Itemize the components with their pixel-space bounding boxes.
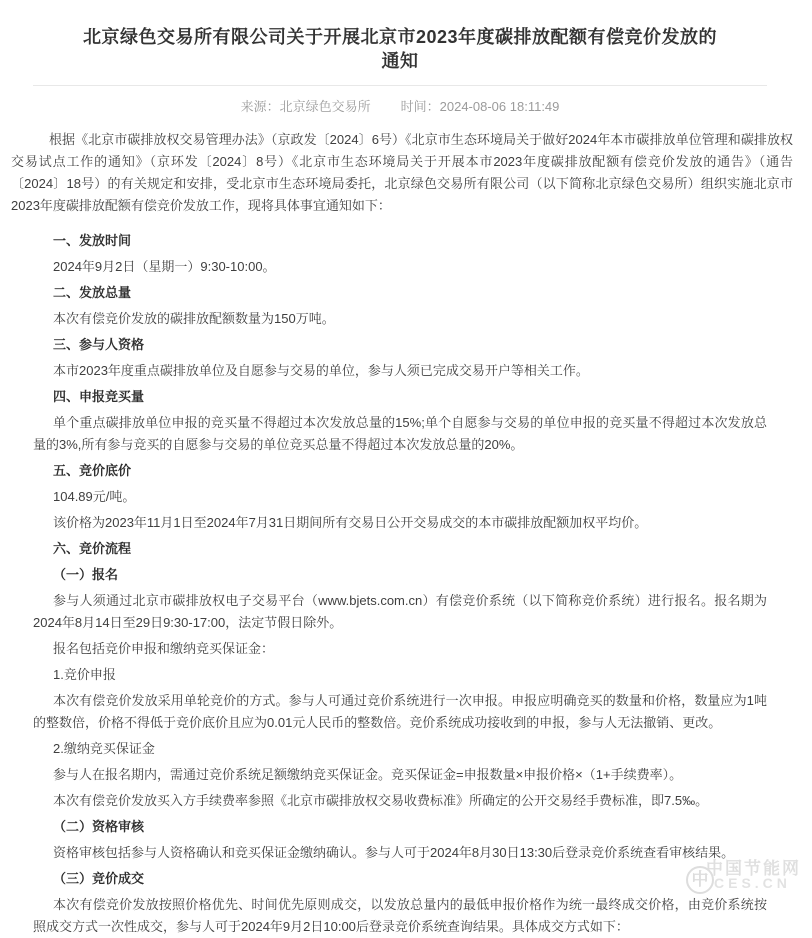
section-heading: 三、参与人资格 (53, 337, 145, 353)
watermark-site-domain: CES.CN (714, 875, 791, 892)
section-heading: 六、竞价流程 (53, 541, 132, 557)
source-value: 北京绿色交易所 (279, 99, 371, 115)
section-heading: 四、申报竞买量 (53, 389, 145, 405)
section-heading: 一、发放时间 (53, 233, 132, 249)
paragraph: 报名包括竞价申报和缴纳竞买保证金： (53, 641, 275, 657)
paragraph: 根据《北京市碳排放权交易管理办法》（京政发〔2024〕6号）《北京市生态环境局关于做好2024年本市碳排放单位管理和碳排放权交易试点工作的通知》（京环发〔2024〕8号）《北京市生态环境局关于开展本市2023年度碳排放配额有偿竞价发放的通告》（通告〔2024〕18号）的有关规定和安排，受北京市生态环境局委托，北京绿色交易所有限公司（以下简称北京绿色交易所）组织实施北京市2023年度碳排放配额有偿竞价发放工作，现将具体事宜通知如下： (11, 132, 793, 214)
article-meta (0, 98, 800, 116)
section-heading: （二）资格审核 (53, 819, 145, 835)
title-divider (33, 85, 767, 86)
paragraph: 参与人须通过北京市碳排放权电子交易平台（www.bjets.com.cn）有偿竞价系统（以下简称竞价系统）进行报名。报名期为2024年8月14日至29日9:30-17:00，法定节假日除外。 (33, 593, 767, 631)
article-body (11, 129, 793, 938)
watermark-site-name: 中国节能网 (706, 859, 801, 879)
section-heading: （三）竞价成交 (53, 871, 145, 887)
section-heading: 二、发放总量 (53, 285, 132, 301)
paragraph: 该价格为2023年11月1日至2024年7月31日期间所有交易日公开交易成交的本市碳排放配额加权平均价。 (53, 515, 648, 531)
paragraph: 本次有偿竞价发放的碳排放配额数量为150万吨。 (53, 311, 335, 327)
paragraph: 2024年9月2日（星期一）9:30-10:00。 (53, 259, 276, 275)
watermark-glyph: 中 (691, 870, 709, 890)
paragraph: 本次有偿竞价发放按照价格优先、时间优先原则成交，以发放总量内的最低申报价格作为统一最终成交价格，由竞价系统按照成交方式一次性成交，参与人可于2024年9月2日10:00后登录竞价系统查询结果。具体成交方式如下： (33, 897, 767, 935)
section-heading: 五、竞价底价 (53, 463, 132, 479)
paragraph: 2.缴纳竞买保证金 (53, 741, 155, 757)
page-title: 北京绿色交易所有限公司关于开展北京市2023年度碳排放配额有偿竞价发放的通知 (82, 27, 718, 72)
time-value: 2024-08-06 18:11:49 (439, 99, 560, 115)
time-label: 时间： (400, 99, 440, 115)
section-heading: （一）报名 (53, 567, 119, 583)
paragraph: 本次有偿竞价发放买入方手续费率参照《北京市碳排放权交易收费标准》所确定的公开交易经手费标准，即7.5‰。 (53, 793, 709, 809)
paragraph: 资格审核包括参与人资格确认和竞买保证金缴纳确认。参与人可于2024年8月30日13:30后登录竞价系统查看审核结果。 (53, 845, 735, 861)
source-label: 来源： (240, 99, 280, 115)
paragraph: 单个重点碳排放单位申报的竞买量不得超过本次发放总量的15%;单个自愿参与交易的单位申报的竞买量不得超过本次发放总量的3%,所有参与竞买的自愿参与交易的单位竞买总量不得超过本次发放总量的20%。 (33, 415, 767, 453)
paragraph: 1.竞价申报 (53, 667, 116, 683)
notice-page (0, 12, 801, 935)
paragraph: 本次有偿竞价发放采用单轮竞价的方式。参与人可通过竞价系统进行一次申报。申报应明确竞买的数量和价格，数量应为1吨的整数倍，价格不得低于竞价底价且应为0.01元人民币的整数倍。竞价系统成功接收到的申报，参与人无法撤销、更改。 (33, 693, 767, 731)
paragraph: 参与人在报名期内，需通过竞价系统足额缴纳竞买保证金。竞买保证金=申报数量×申报价格×（1+手续费率）。 (53, 767, 683, 783)
paragraph: 本市2023年度重点碳排放单位及自愿参与交易的单位，参与人须已完成交易开户等相关工作。 (53, 363, 589, 379)
paragraph: 104.89元/吨。 (53, 489, 136, 505)
notice-article (0, 129, 800, 938)
